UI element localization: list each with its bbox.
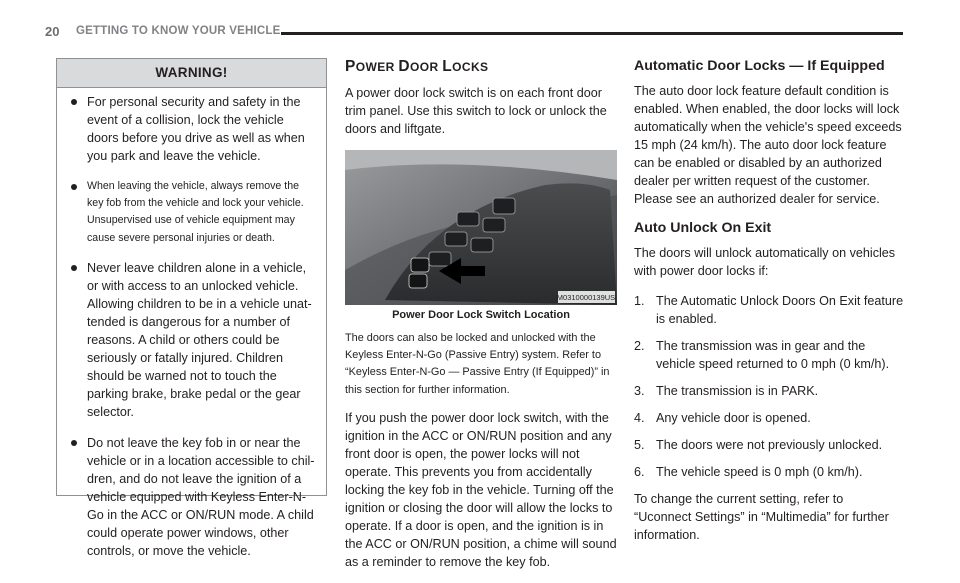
warning-title: WARNING! — [57, 59, 326, 88]
warning-item: For personal security and safety in the event of a collision, lock the vehicle doors before you drive as well as when you park and leave the vehicle. — [71, 93, 316, 165]
keyless-note: The doors can also be locked and unlocked with the Keyless Enter-N-Go (Passive Entry) system. Refer to “Keyless Enter-N-Go — Passive Entry (If Equipped)” in this section for further information. — [345, 332, 610, 396]
auto-unlock-outro: To change the current setting, refer to “Uconnect Settings” in “Multimedia” for further information. — [634, 492, 889, 542]
list-item: 5. The doors were not previously unlocked. — [634, 438, 883, 452]
warning-item: When leaving the vehicle, always remove the key fob from the vehicle and lock your vehicle. Unsupervised use of vehicle equipment may cause severe personal injuries or death. — [71, 178, 316, 247]
list-item: 6. The vehicle speed is 0 mph (0 km/h). — [634, 465, 863, 479]
auto-unlock-heading: Auto Unlock On Exit — [634, 220, 772, 236]
section-heading-power-door-locks: POWER DOOR LOCKS — [345, 58, 489, 75]
column-auto-locks — [634, 58, 904, 556]
warning-item: Never leave children alone in a vehicle, or with access to an unlocked vehicle. Allowing children to be in a vehicle unat-tended is dangerous for a number of reasons. A child or others could be seriously or fatally injured. Children should be warned not to touch the parking brake, brake pedal or the gear selector. — [71, 259, 316, 421]
list-item: 3. The transmission is in PARK. — [634, 384, 819, 398]
bullet-icon — [71, 99, 77, 105]
warning-item: Do not leave the key fob in or near the vehicle or in a location accessible to chil-dren, and do not leave the ignition of a vehicle equipped with Keyless Enter-N-Go in the ACC or ON/RUN mode. A child could operate power windows, other controls, or move the vehicle. — [71, 434, 316, 560]
list-item: 1. The Automatic Unlock Doors On Exit feature is enabled. — [634, 294, 904, 326]
header-rule — [281, 32, 903, 35]
page-number: 20 — [45, 24, 60, 39]
auto-door-locks-heading: Automatic Door Locks — If Equipped — [634, 58, 885, 74]
page-header — [45, 24, 903, 44]
intro-paragraph: A power door lock switch is on each front door trim panel. Use this switch to lock or unlock the doors and liftgate. — [345, 86, 607, 136]
list-item: 4. Any vehicle door is opened. — [634, 411, 811, 425]
auto-door-locks-text: The auto door lock feature default condition is enabled. When enabled, the door locks will lock automatically when the vehicle's speed exceeds 15 mph (24 km/h). The auto door lock feature can be enabled or disabled by an authorized dealer per written request of the customer. Please see an authorized dealer for service. — [634, 84, 902, 206]
bullet-icon — [71, 265, 77, 271]
auto-unlock-intro: The doors will unlock automatically on vehicles with power door locks if: — [634, 246, 896, 278]
warning-box — [56, 58, 327, 558]
chapter-title: GETTING TO KNOW YOUR VEHICLE — [76, 25, 281, 37]
column-power-door-locks — [345, 58, 617, 583]
bullet-icon — [71, 184, 77, 190]
door-lock-switch-photo — [345, 150, 617, 305]
list-item: 2. The transmission was in gear and the vehicle speed returned to 0 mph (0 km/h). — [634, 339, 890, 371]
push-switch-note: If you push the power door lock switch, with the ignition in the ACC or ON/RUN position and any front door is open, the power locks will not operate. This prevents you from accidentally locking the key fob in the vehicle. Turning off the ignition or closing the door will allow the locks to operate. If a door is open, and the ignition is in the ACC or ON/RUN position, a chime will sound as a reminder to remove the key fob. — [345, 410, 617, 569]
figure-code: M0310000139US — [556, 293, 616, 302]
door-panel-illustration — [345, 150, 617, 305]
figure-caption: Power Door Lock Switch Location — [392, 309, 570, 321]
bullet-icon — [71, 440, 77, 446]
warning-list — [57, 88, 326, 560]
